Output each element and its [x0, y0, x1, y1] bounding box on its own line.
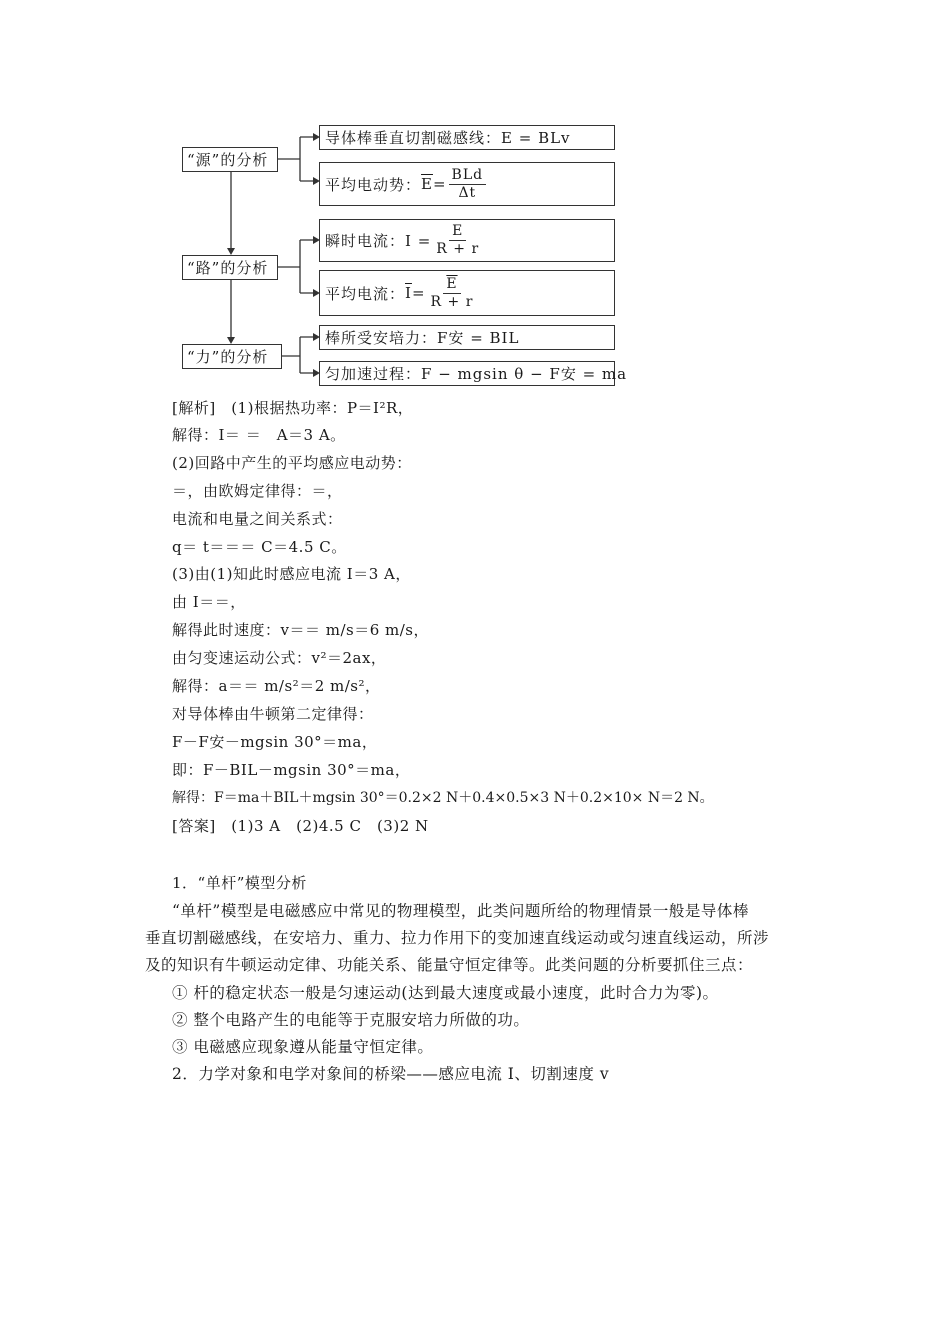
formula-eq: = — [432, 175, 447, 193]
formula-lhs: $\overline{E}$ — [421, 175, 433, 193]
formula-box-avg-emf — [319, 162, 615, 206]
formula-prefix: 匀加速过程： — [325, 365, 422, 383]
source-label: “力”的分析 — [187, 348, 269, 366]
solution-line: 即：F－BIL－mgsin 30°＝ma， — [172, 761, 411, 779]
solution-line: (3)由(1)知此时感应电流 I＝3 A， — [172, 565, 411, 583]
formula-box-current — [319, 219, 615, 262]
formula-eq: = — [411, 284, 426, 302]
formula-lhs: $\overline{I}$ — [405, 284, 412, 302]
formula-box-acceleration — [319, 361, 628, 386]
formula-text: E = BLv — [501, 128, 571, 147]
paragraph-line: 垂直切割磁感线，在安培力、重力、拉力作用下的变加速直线运动或匀速直线运动，所涉 — [145, 929, 770, 947]
formula-prefix: 导体棒垂直切割磁感线： — [325, 129, 502, 147]
fraction-denominator: R + r — [436, 241, 480, 257]
formula-prefix: 平均电动势： — [325, 175, 422, 194]
solution-line: F－F安－mgsin 30°＝ma， — [172, 733, 378, 751]
fraction — [428, 276, 477, 311]
solution-line: 电流和电量之间关系式： — [172, 510, 343, 528]
concept-diagram — [0, 0, 950, 400]
solution-line: 解得此时速度：v＝＝ m/s＝6 m/s， — [172, 621, 430, 639]
formula-prefix: 平均电流： — [325, 284, 406, 303]
solution-line: 由 I＝＝， — [172, 593, 246, 611]
point-item: ① 杆的稳定状态一般是匀速运动(达到最大速度或最小速度，此时合力为零)。 — [172, 984, 719, 1002]
source-label: “源”的分析 — [187, 151, 269, 169]
fraction — [449, 167, 487, 202]
solution-line: (2)回路中产生的平均感应电动势： — [172, 454, 412, 472]
formula-text: F安 = BIL — [437, 329, 520, 347]
formula-text: F − mgsin θ − F安 = ma — [421, 365, 628, 383]
source-label: “路”的分析 — [187, 259, 269, 277]
section-heading: 1．“单杆”模型分析 — [172, 874, 307, 892]
fraction-numerator: $\overline{E}$ — [443, 276, 460, 294]
solution-line: ＝，由欧姆定律得：＝， — [172, 482, 343, 500]
formula-prefix: 瞬时电流： — [325, 232, 406, 250]
paragraph-line: 及的知识有牛顿运动定律、功能关系、能量守恒定律等。此类问题的分析要抓住三点： — [145, 956, 754, 974]
fraction-denominator: R + r — [430, 293, 474, 310]
solution-line: [解析] (1)根据热功率：P＝I²R， — [172, 399, 414, 417]
fraction — [433, 223, 482, 258]
point-item: ③ 电磁感应现象遵从能量守恒定律。 — [172, 1038, 434, 1056]
section-heading: 2．力学对象和电学对象间的桥梁——感应电流 I、切割速度 v — [172, 1065, 610, 1083]
point-item: ② 整个电路产生的电能等于克服安培力所做的功。 — [172, 1011, 530, 1029]
paragraph-line: “单杆”模型是电磁感应中常见的物理模型，此类问题所给的物理情景一般是导体棒 — [172, 902, 749, 920]
source-box-1 — [182, 147, 278, 172]
formula-lhs: I = — [405, 231, 432, 250]
fraction-denominator: Δt — [458, 184, 477, 201]
solution-line: q＝ t＝＝＝ C＝4.5 C。 — [172, 538, 347, 556]
formula-box-emf — [319, 125, 615, 150]
solution-line: 解得：F＝ma＋BIL＋mgsin 30°＝0.2×2 N＋0.4×0.5×3 N＋0.2×10× N＝2 N。 — [172, 790, 714, 806]
source-box-3 — [182, 344, 282, 369]
formula-box-force — [319, 325, 615, 350]
solution-line: 解得：I＝ ＝ A＝3 A。 — [172, 426, 346, 444]
answer-line: [答案] (1)3 A (2)4.5 C (3)2 N — [172, 817, 429, 835]
solution-line: 解得：a＝＝ m/s²＝2 m/s²， — [172, 677, 381, 695]
formula-box-avg-current — [319, 270, 615, 316]
source-box-2 — [182, 255, 278, 280]
solution-line: 对导体棒由牛顿第二定律得： — [172, 705, 374, 723]
fraction-numerator: BLd — [449, 167, 487, 185]
formula-prefix: 棒所受安培力： — [325, 329, 438, 347]
fraction-numerator: E — [449, 223, 466, 241]
solution-line: 由匀变速运动公式：v²＝2ax， — [172, 649, 387, 667]
